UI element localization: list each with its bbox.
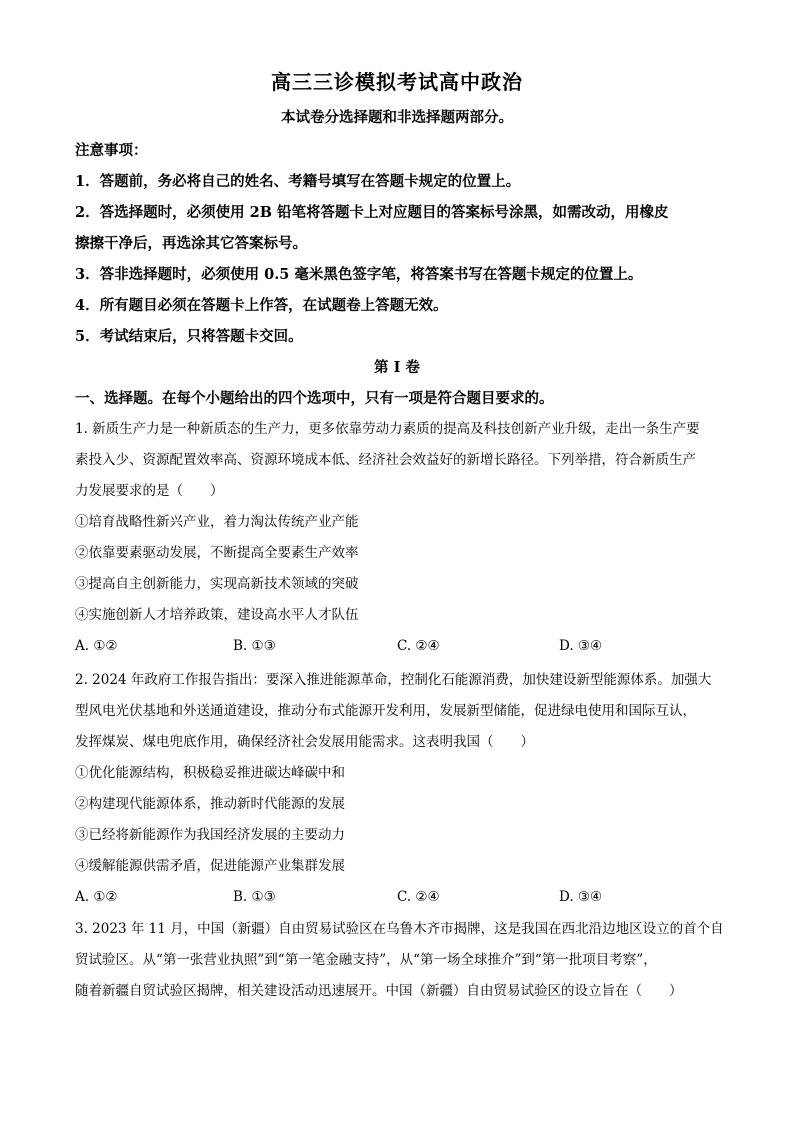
notes-item: 5．考试结束后，只将答题卡交回。 <box>75 328 303 345</box>
statement: ④实施创新人才培养政策，建设高水平人才队伍 <box>75 607 359 623</box>
page-title: 高三三诊模拟考试高中政治 <box>271 70 523 94</box>
notes-item: 1．答题前，务必将自己的姓名、考籍号填写在答题卡规定的位置上。 <box>75 173 521 190</box>
question-text-line: 随着新疆自贸试验区揭牌，相关建设活动迅速展开。中国（新疆）自由贸易试验区的设立旨在（ ） <box>75 983 683 999</box>
notes-section <box>75 135 725 352</box>
question-text-line: 发挥煤炭、煤电兜底作用，确保经济社会发展用能需求。这表明我国（ ） <box>75 734 534 750</box>
statement: ④缓解能源供需矛盾，促进能源产业集群发展 <box>75 858 345 874</box>
question-text-line: 3. 2023 年 11 月，中国（新疆）自由贸易试验区在乌鲁木齐市揭牌，这是我国在西北沿边地区设立的首个自 <box>75 921 724 937</box>
options-row <box>75 631 725 662</box>
notes-item: 3．答非选择题时，必须使用 0.5 毫米黑色签字笔，将答案书写在答题卡规定的位置上。 <box>75 266 643 283</box>
question-3 <box>75 914 725 1007</box>
notes-item: 擦擦干净后，再选涂其它答案标号。 <box>75 235 307 252</box>
notes-heading: 注意事项： <box>75 142 148 159</box>
option-d: D. ③④ <box>559 638 603 654</box>
notes-item: 4．所有题目必须在答题卡上作答，在试题卷上答题无效。 <box>75 297 448 314</box>
options-row <box>75 882 725 913</box>
statement: ③提高自主创新能力，实现高新技术领域的突破 <box>75 576 359 592</box>
section-instruction <box>75 383 725 414</box>
statement: ①培育战略性新兴产业，着力淘汰传统产业产能 <box>75 514 359 530</box>
question-text-line: 1. 新质生产力是一种新质态的生产力，更多依靠劳动力素质的提高及科技创新产业升级，走出一条生产要 <box>75 421 700 437</box>
question-text-line: 素投入少、资源配置效率高、资源环境成本低、经济社会效益好的新增长路径。下列举措，符合新质生产 <box>75 452 696 468</box>
section-instruction-text: 一、选择题。在每个小题给出的四个选项中，只有一项是符合题目要求的。 <box>75 390 554 407</box>
question-2 <box>75 665 725 913</box>
notes-item: 2．答选择题时，必须使用 2B 铅笔将答题卡上对应题目的答案标号涂黑，如需改动，用橡皮 <box>75 204 669 221</box>
statement: ②构建现代能源体系，推动新时代能源的发展 <box>75 796 345 812</box>
section-title: 第 I 卷 <box>374 359 420 376</box>
option-a: A. ①② <box>75 889 118 905</box>
statement: ②依靠要素驱动发展，不断提高全要素生产效率 <box>75 545 359 561</box>
question-text-line: 力发展要求的是（ ） <box>75 483 224 499</box>
statement: ③已经将新能源作为我国经济发展的主要动力 <box>75 827 345 843</box>
option-b: B. ①③ <box>233 889 276 905</box>
statement: ①优化能源结构，积极稳妥推进碳达峰碳中和 <box>75 765 345 781</box>
option-c: C. ②④ <box>397 889 440 905</box>
question-text-line: 2. 2024 年政府工作报告指出：要深入推进能源革命，控制化石能源消费，加快建设新型能源体系。加强大 <box>75 672 712 688</box>
page-subtitle: 本试卷分选择题和非选择题两部分。 <box>281 109 513 126</box>
option-c: C. ②④ <box>397 638 440 654</box>
question-1 <box>75 414 725 662</box>
option-a: A. ①② <box>75 638 118 654</box>
option-d: D. ③④ <box>559 889 603 905</box>
option-b: B. ①③ <box>233 638 276 654</box>
question-text-line: 贸试验区。从“第一张营业执照”到“第一笔金融支持”，从“第一场全球推介”到“第一批项目考察”， <box>75 952 657 968</box>
question-text-line: 型风电光伏基地和外送通道建设，推动分布式能源开发利用，发展新型储能，促进绿电使用和国际互认， <box>75 703 696 719</box>
